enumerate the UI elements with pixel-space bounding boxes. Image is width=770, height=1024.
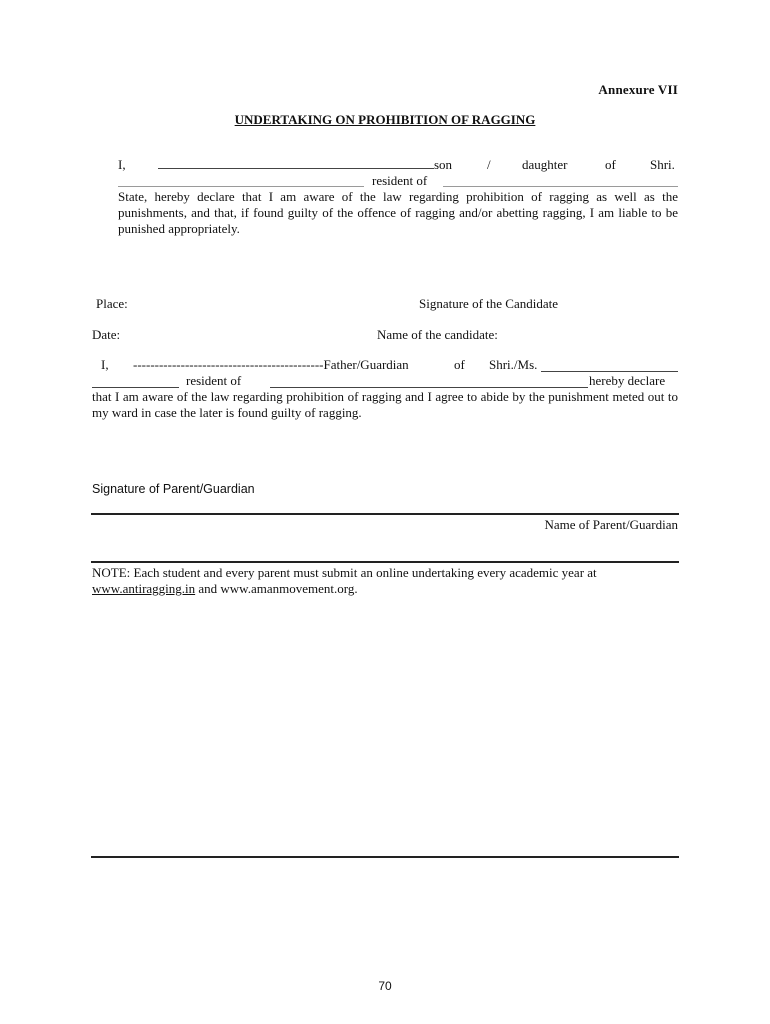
of-label: of xyxy=(605,157,616,172)
daughter-label: daughter xyxy=(522,157,568,172)
page-number: 70 xyxy=(378,979,392,993)
note-text: NOTE: Each student and every parent must submit an online undertaking every academic year at xyxy=(92,565,597,580)
parent-signature-label: Signature of Parent/Guardian xyxy=(92,482,255,496)
guardian-name-blank[interactable] xyxy=(541,360,678,372)
candidate-declaration: State, hereby declare that I am aware of the law regarding prohibition of ragging as well as the punishments, and that, if found guilty of the offence of ragging and/or abetting ragging, I am liable to be punished appropriately. xyxy=(118,189,678,236)
parent-residence-blank[interactable] xyxy=(270,376,588,388)
place-label: Place: xyxy=(96,296,128,311)
son-label: son xyxy=(434,157,453,172)
parent-opening: I, xyxy=(101,357,109,372)
father-guardian-dashes: --------------------------------------------Father/Guardian xyxy=(133,357,409,372)
hereby-declare-label: hereby declare xyxy=(589,373,666,388)
candidate-name-label: Name of the candidate: xyxy=(377,327,498,342)
parent-declaration: that I am aware of the law regarding prohibition of ragging and I agree to abide by the punishment meted out to my ward in case the later is found guilty of ragging. xyxy=(92,389,678,420)
document-title: UNDERTAKING ON PROHIBITION OF RAGGING xyxy=(234,112,536,127)
resident-of-label: resident of xyxy=(372,173,428,188)
note-top-rule xyxy=(91,561,679,563)
date-label: Date: xyxy=(92,327,121,342)
bottom-rule xyxy=(91,856,679,858)
note-block xyxy=(92,565,678,597)
parent-resident-of-label: resident of xyxy=(186,373,242,388)
parent-of-label: of xyxy=(454,357,465,372)
shri-label: Shri. xyxy=(650,157,675,172)
parent-signature-rule xyxy=(91,513,679,515)
candidate-name-blank[interactable] xyxy=(158,157,434,169)
candidate-opening: I, xyxy=(118,157,126,172)
slash-label: / xyxy=(487,157,491,172)
father-name-blank[interactable] xyxy=(118,186,364,187)
antiragging-link[interactable]: www.antiragging.in xyxy=(92,581,196,596)
parent-name-label: Name of Parent/Guardian xyxy=(544,517,678,532)
residence-blank[interactable] xyxy=(443,186,678,187)
shri-ms-label: Shri./Ms. xyxy=(489,357,538,372)
candidate-signature-label: Signature of the Candidate xyxy=(419,296,558,311)
note-tail: and www.amanmovement.org. xyxy=(195,581,358,596)
parent-prefix-blank[interactable] xyxy=(92,376,179,388)
annexure-label: Annexure VII xyxy=(598,82,678,97)
